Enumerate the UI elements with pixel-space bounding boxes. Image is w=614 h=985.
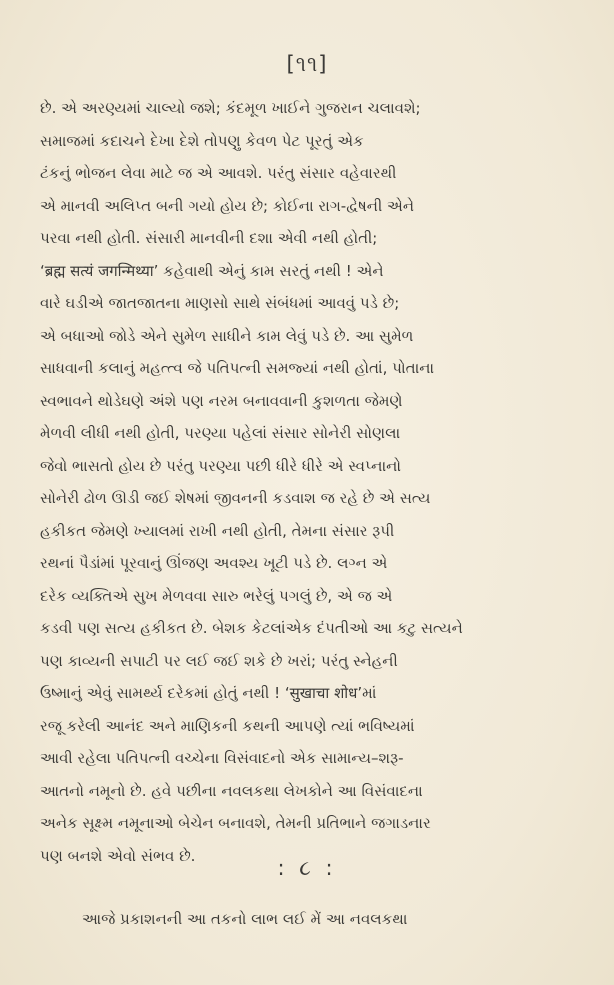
text-line: ટંકનું ભોજન લેવા માટે જ એ આવશે. પરંતુ સંસાર વહેવારથી: [40, 164, 397, 182]
text-line: સમાજમાં કદાચને દેખા દેશે તોપણુ કેવળ પેટ પૂરતું એક: [40, 131, 364, 150]
body-paragraph: [40, 92, 576, 872]
text-line: હકીકત જેમણે ખ્યાલમાં રાખી નથી હોતી, તેમના સંસાર રૂપી: [40, 521, 395, 540]
text-line: મેળવી લીધી નથી હોતી, પરણ્યા પહેલાં સંસાર સોનેરી સોણલા: [40, 424, 401, 442]
text-line: સોનેરી ઢોળ ઊડી જઈ શેષમાં જીવનની કડવાશ જ રહે છે એ સત્ય: [40, 489, 431, 507]
text-line: જેવો ભાસતો હોય છે પરંતુ પરણ્યા પછી ધીરે ધીરે એ સ્વપ્નાનો: [40, 456, 402, 475]
text-line: છે. એ અરણ્યમાં ચાલ્યો જશે; કંદમૂળ ખાઈને ગુજરાન ચલાવશે;: [40, 99, 421, 117]
page-number: [૧૧]: [286, 52, 328, 76]
text-line: સાધવાની કલાનું મહત્ત્વ જે પતિપત્ની સમજ્યાં નથી હોતાં, પોતાના: [40, 359, 435, 377]
text-line: કડવી પણ સત્ય હકીકત છે. બેશક કેટલાંએક દંપતીઓ આ કટુ સત્યને: [40, 619, 463, 637]
text-line: વારે ઘડીએ જાતજાતના માણસો સાથે સંબંધમાં આવવું પડે છે;: [40, 294, 400, 312]
text-line: ‘ब्रह्म सत्यं जगन्मिथ्या’ કહેવાથી એનું કામ સરતું નથી ! એને: [40, 261, 384, 280]
text-line: આતનો નમૂનો છે. હવે પછીના નવલકથા લેખકોને આ વિસંવાદના: [40, 781, 423, 800]
text-line: પણ કાવ્યની સપાટી પર લઈ જઈ શકે છે ખરાં; પરંતુ સ્નેહની: [40, 651, 398, 670]
text-line: એ બધાઓ જોડે એને સુમેળ સાધીને કામ લેવું પડે છે. આ સુમેળ: [40, 326, 414, 345]
text-line: રથનાં પૈડાંમાં પૂરવાનું ઊંજણ અવશ્ય ખૂટી પડે છે. લગ્ન એ: [40, 554, 388, 572]
text-line: ઉષ્માનું એવું સામર્થ્ય દરેકમાં હોતું નથી ! ‘सुखाचा शोध’માં: [40, 684, 377, 702]
text-line: પરવા નથી હોતી. સંસારી માનવીની દશા એવી નથી હોતી;: [40, 229, 378, 247]
text-line: પણ બનશે એવો સંભવ છે.: [40, 846, 196, 865]
text-line: દરેક વ્યક્તિએ સુખ મેળવવા સારુ ભરેલું પગલું છે, એ જ એ: [40, 586, 393, 605]
text-line: એ માનવી અલિપ્ત બની ગયો હોય છે; કોઈના રાગ-દ્વેષની એને: [40, 196, 415, 215]
text-line: અનેક સૂક્ષ્મ નમૂનાઓ બેચેન બનાવશે, તેમની પ્રતિભાને જગાડનાર: [40, 814, 431, 832]
section-marker: : ૮ :: [277, 856, 337, 880]
text-line: રજૂ કરેલી આનંદ અને માણિકની કથની આપણે ત્યાં ભવિષ્યમાં: [40, 716, 415, 735]
text-line: સ્વભાવને થોડેઘણે અંશે પણ નરમ બનાવવાની કુશળતા જેમણે: [40, 391, 403, 410]
text-line: આવી રહેલા પતિપત્ની વચ્ચેના વિસંવાદનો એક સામાન્ય–શરૂ-: [40, 749, 404, 767]
next-section-first-line: આજે પ્રકાશનની આ તકનો લાભ લઈ મેં આ નવલકથા: [82, 910, 408, 928]
